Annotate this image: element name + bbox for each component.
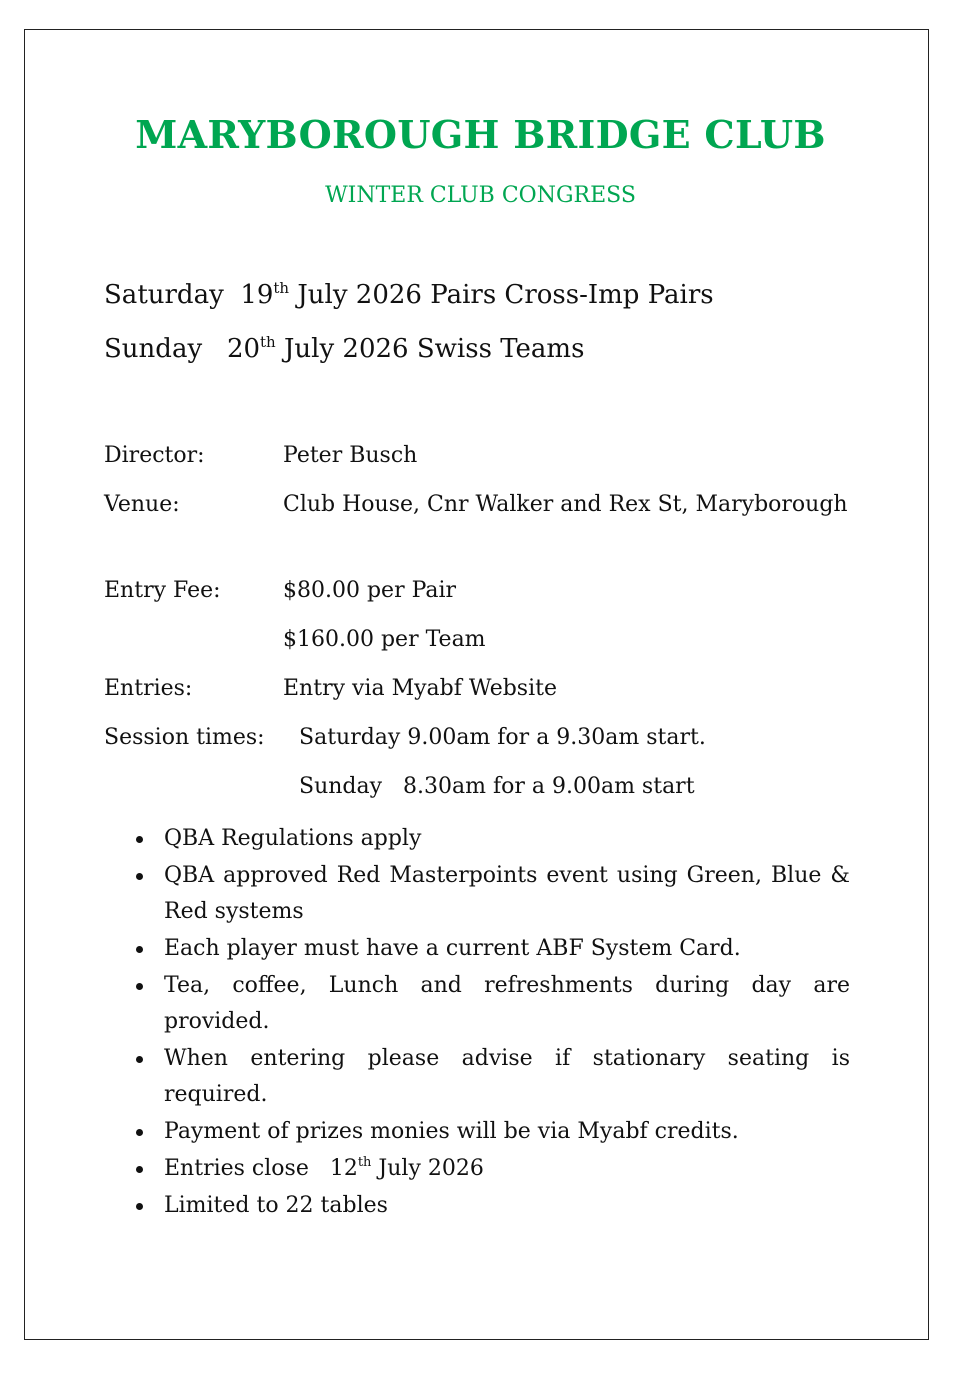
list-item: QBA approved Red Masterpoints event using Green, Blue & Red systems [104, 858, 850, 930]
event-saturday [104, 280, 714, 310]
director-value: Peter Busch [283, 443, 418, 468]
session-saturday: Saturday 9.00am for a 9.30am start. [299, 725, 706, 750]
bullet-icon [136, 873, 143, 880]
table-limit-item: Limited to 22 tables [104, 1188, 850, 1224]
entries-label: Entries: [104, 676, 193, 701]
director-label: Director: [104, 443, 205, 468]
entries-value: Entry via Myabf Website [283, 676, 557, 701]
bullet-icon [136, 836, 143, 843]
session-sunday: Sunday 8.30am for a 9.00am start [299, 774, 695, 799]
venue-label: Venue: [104, 492, 180, 517]
bullet-icon [136, 1056, 143, 1063]
bullet-icon [136, 983, 143, 990]
venue-value: Club House, Cnr Walker and Rex St, Maryborough [283, 492, 848, 517]
list-item: Each player must have a current ABF System Card. [104, 931, 850, 967]
bullet-icon [136, 1166, 143, 1173]
event-sunday [104, 334, 584, 364]
event-date-suffix: th [273, 279, 290, 297]
entries-close-item: Entries close 12th July 2026 [104, 1151, 850, 1187]
event-date-number: 19 [240, 280, 274, 310]
entry-fee-label: Entry Fee: [104, 578, 221, 603]
bullet-icon [136, 1203, 143, 1210]
list-item: When entering please advise if stationary seating is required. [104, 1041, 850, 1113]
session-times-label: Session times: [104, 725, 265, 750]
event-description: July 2026 Swiss Teams [275, 334, 585, 364]
page-subtitle: WINTER CLUB CONGRESS [325, 183, 636, 208]
event-date-number: 20 [226, 334, 261, 364]
event-day: Saturday [104, 280, 224, 310]
list-item: Tea, coffee, Lunch and refreshments during day are provided. [104, 968, 850, 1040]
bullet-icon [136, 1129, 143, 1136]
venue-row [104, 487, 850, 559]
event-day: Sunday [104, 334, 203, 364]
entry-fee-team: $160.00 per Team [283, 627, 486, 652]
page-title: MARYBOROUGH BRIDGE CLUB [135, 112, 826, 157]
bullet-icon [136, 946, 143, 953]
event-date-suffix: th [260, 333, 276, 351]
list-item: QBA Regulations apply [104, 821, 850, 857]
event-description: July 2026 Pairs Cross-Imp Pairs [289, 280, 714, 310]
list-item: Payment of prizes monies will be via Myabf credits. [104, 1114, 850, 1150]
entry-fee-pair: $80.00 per Pair [283, 578, 457, 603]
info-bullet-list [104, 821, 850, 1225]
